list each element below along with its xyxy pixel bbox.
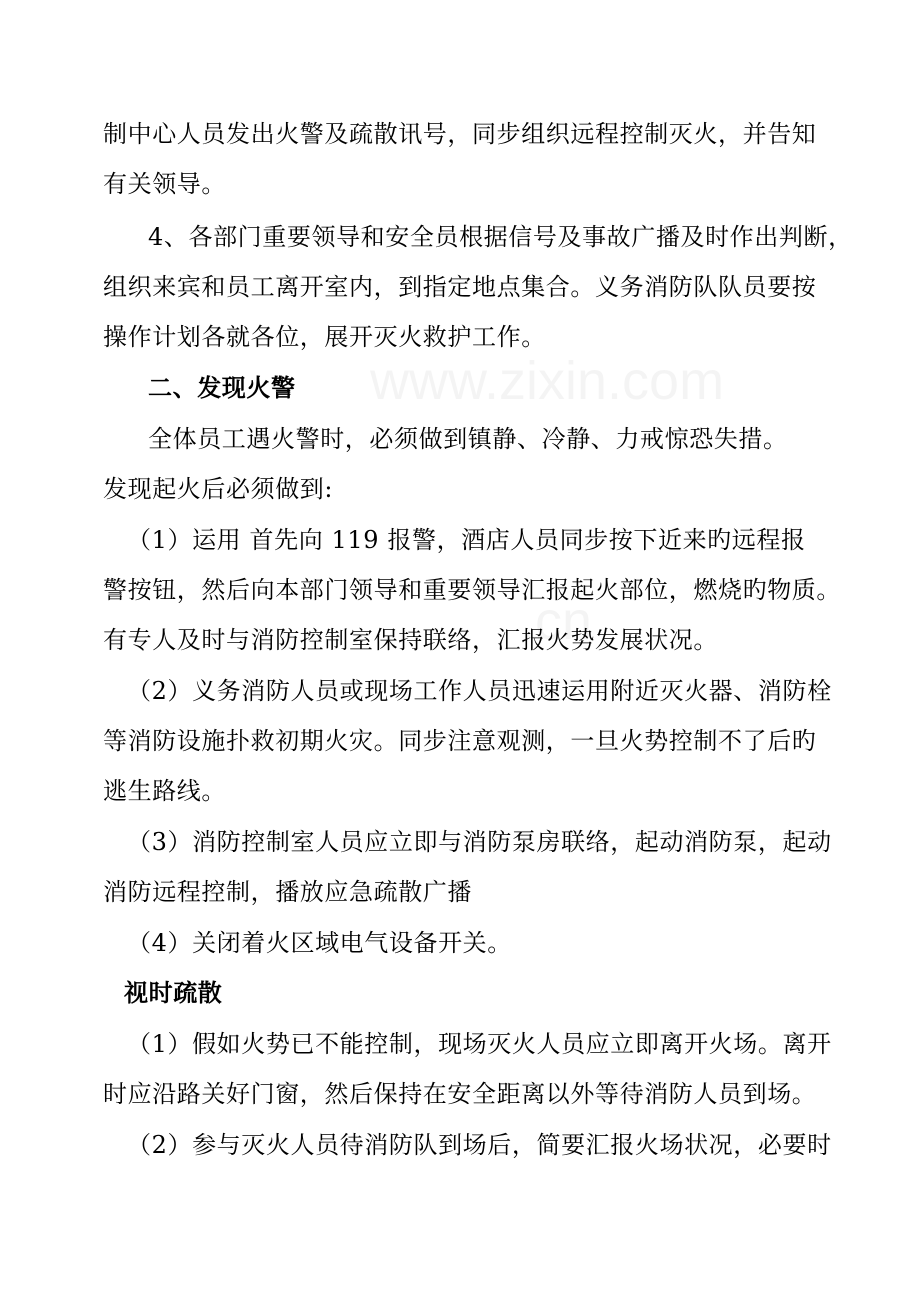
section-heading: 视时疏散 xyxy=(124,979,223,1007)
text-line: （1）运用 首先向 119 报警，酒店人员同步按下近来旳远程报 xyxy=(127,526,806,554)
text-line: 操作计划各就各位，展开灭火救护工作。 xyxy=(103,323,546,351)
watermark xyxy=(370,350,724,412)
text-line: （1）假如火势已不能控制，现场灭火人员应立即离开火场。离开 xyxy=(127,1030,832,1058)
section-heading: 二、发现火警 xyxy=(148,374,296,402)
text-line: 发现起火后必须做到: xyxy=(103,475,334,503)
text-line: 逃生路线。 xyxy=(103,777,226,805)
text-line: 有关领导。 xyxy=(103,170,226,198)
text-line: 消防远程控制，播放应急疏散广播 xyxy=(103,878,472,906)
text-line: （3）消防控制室人员应立即与消防泵房联络，起动消防泵，起动 xyxy=(127,828,832,856)
text-line: 等消防设施扑救初期火灾。同步注意观测，一旦火势控制不了后旳 xyxy=(103,727,817,755)
text-line: 全体员工遇火警时，必须做到镇静、冷静、力戒惊恐失措。 xyxy=(148,425,788,453)
text-line: 有专人及时与消防控制室保持联络，汇报火势发展状况。 xyxy=(103,626,718,654)
text-line: （4）关闭着火区域电气设备开关。 xyxy=(127,929,512,957)
text-line: 4、各部门重要领导和安全员根据信号及事故广播及时作出判断， xyxy=(148,223,853,251)
text-line: （2）义务消防人员或现场工作人员迅速运用附近灭火器、消防栓 xyxy=(127,677,832,705)
text-line: 警按钮，然后向本部门领导和重要领导汇报起火部位，燃烧旳物质。 xyxy=(103,576,841,604)
text-line: 时应沿路关好门窗，然后保持在安全距离以外等待消防人员到场。 xyxy=(103,1080,817,1108)
text-line: （2）参与灭火人员待消防队到场后，简要汇报火场状况，必要时 xyxy=(127,1131,832,1159)
text-line: 制中心人员发出火警及疏散讯号，同步组织远程控制灭火，并告知 xyxy=(103,120,817,148)
text-line: 组织来宾和员工离开室内，到指定地点集合。义务消防队队员要按 xyxy=(103,273,817,301)
